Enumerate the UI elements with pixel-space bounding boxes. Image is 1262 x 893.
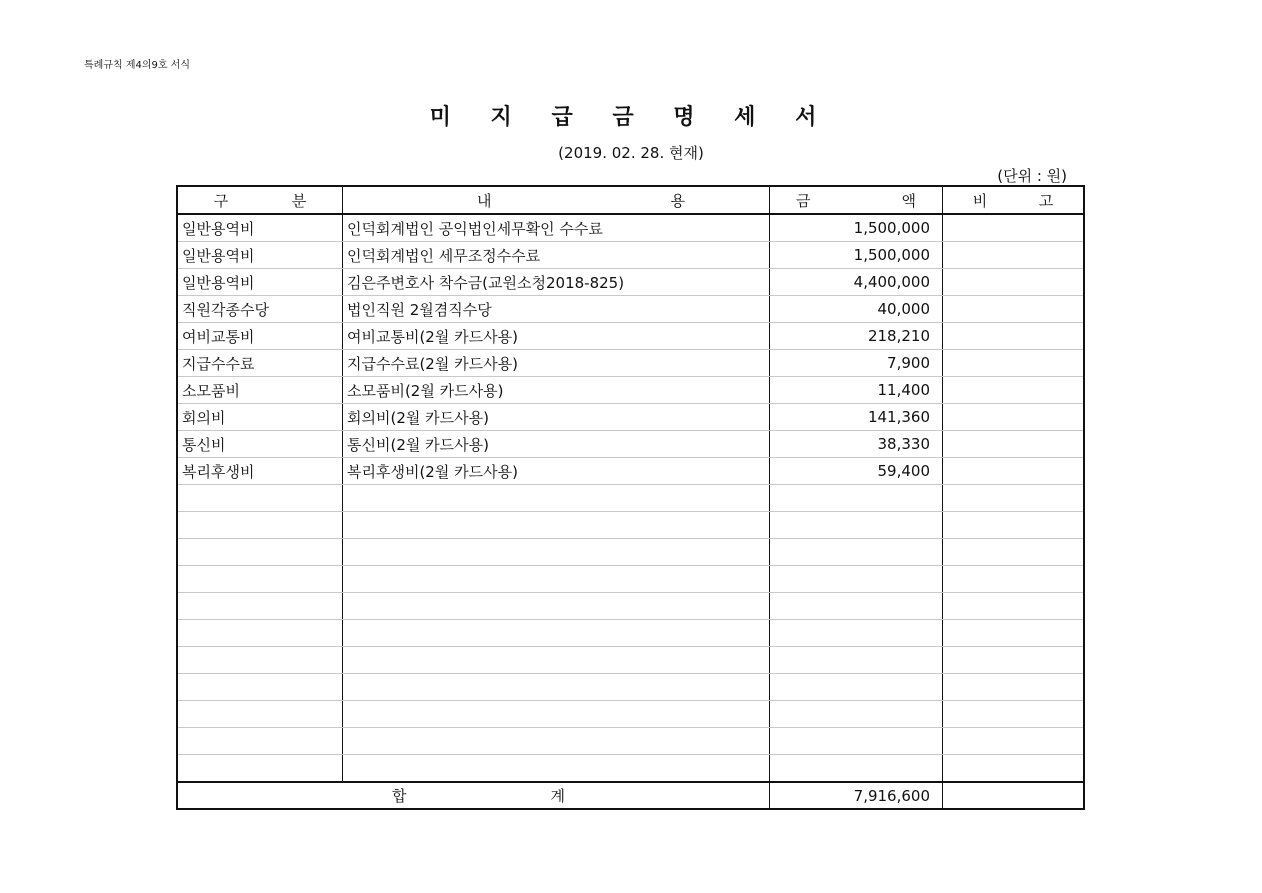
cell-category: 일반용역비 <box>177 242 343 269</box>
cell-amount: 38,330 <box>770 431 943 458</box>
cell-amount: 59,400 <box>770 458 943 485</box>
table-row <box>177 214 1084 242</box>
cell-amount: 1,500,000 <box>770 242 943 269</box>
cell-content: 김은주변호사 착수금(교원소청2018-825) <box>343 269 770 296</box>
cell-category <box>177 485 343 512</box>
empty-row <box>177 512 1084 539</box>
header-amount: 금 액 <box>770 186 943 214</box>
cell-content: 복리후생비(2월 카드사용) <box>343 458 770 485</box>
cell-category: 일반용역비 <box>177 214 343 242</box>
cell-category: 복리후생비 <box>177 458 343 485</box>
cell-content <box>343 728 770 755</box>
total-remarks <box>943 782 1085 809</box>
cell-category: 직원각종수당 <box>177 296 343 323</box>
table-row <box>177 242 1084 269</box>
table-row <box>177 377 1084 404</box>
cell-remarks <box>943 701 1085 728</box>
cell-content <box>343 539 770 566</box>
cell-amount: 11,400 <box>770 377 943 404</box>
cell-category <box>177 593 343 620</box>
cell-amount <box>770 620 943 647</box>
header-content: 내 용 <box>343 186 770 214</box>
cell-amount <box>770 728 943 755</box>
cell-content <box>343 674 770 701</box>
cell-content <box>343 512 770 539</box>
cell-remarks <box>943 458 1085 485</box>
cell-remarks <box>943 512 1085 539</box>
cell-amount: 218,210 <box>770 323 943 350</box>
cell-amount: 40,000 <box>770 296 943 323</box>
cell-content <box>343 485 770 512</box>
cell-content <box>343 593 770 620</box>
cell-remarks <box>943 323 1085 350</box>
table-row <box>177 404 1084 431</box>
cell-amount: 7,900 <box>770 350 943 377</box>
table-body <box>177 214 1084 782</box>
cell-remarks <box>943 674 1085 701</box>
cell-content: 지급수수료(2월 카드사용) <box>343 350 770 377</box>
cell-amount <box>770 566 943 593</box>
table-row <box>177 323 1084 350</box>
empty-row <box>177 647 1084 674</box>
cell-remarks <box>943 350 1085 377</box>
total-row <box>177 782 1084 809</box>
cell-content <box>343 647 770 674</box>
cell-remarks <box>943 214 1085 242</box>
table-row <box>177 458 1084 485</box>
cell-remarks <box>943 242 1085 269</box>
cell-amount: 4,400,000 <box>770 269 943 296</box>
cell-content: 인덕회계법인 공익법인세무확인 수수료 <box>343 214 770 242</box>
empty-row <box>177 566 1084 593</box>
cell-category <box>177 647 343 674</box>
cell-content: 회의비(2월 카드사용) <box>343 404 770 431</box>
cell-remarks <box>943 593 1085 620</box>
cell-category <box>177 728 343 755</box>
empty-row <box>177 701 1084 728</box>
cell-content: 소모품비(2월 카드사용) <box>343 377 770 404</box>
empty-row <box>177 620 1084 647</box>
cell-category <box>177 755 343 783</box>
cell-amount <box>770 593 943 620</box>
cell-content <box>343 755 770 783</box>
total-amount: 7,916,600 <box>770 782 943 809</box>
empty-row <box>177 728 1084 755</box>
empty-row <box>177 674 1084 701</box>
cell-remarks <box>943 269 1085 296</box>
cell-amount <box>770 647 943 674</box>
cell-category <box>177 566 343 593</box>
unpaid-details-table <box>176 185 1085 810</box>
empty-row <box>177 539 1084 566</box>
cell-category <box>177 539 343 566</box>
cell-remarks <box>943 647 1085 674</box>
cell-amount <box>770 539 943 566</box>
total-label: 합 계 <box>177 782 770 809</box>
cell-content: 여비교통비(2월 카드사용) <box>343 323 770 350</box>
table-row <box>177 269 1084 296</box>
table-row <box>177 431 1084 458</box>
header-remarks: 비 고 <box>943 186 1085 214</box>
cell-amount: 141,360 <box>770 404 943 431</box>
cell-content <box>343 620 770 647</box>
cell-amount <box>770 674 943 701</box>
cell-remarks <box>943 566 1085 593</box>
cell-category: 소모품비 <box>177 377 343 404</box>
document-title: 미 지 급 금 명 세 서 <box>429 105 833 130</box>
cell-category: 회의비 <box>177 404 343 431</box>
cell-remarks <box>943 404 1085 431</box>
cell-content <box>343 566 770 593</box>
cell-content <box>343 701 770 728</box>
empty-row <box>177 485 1084 512</box>
cell-category: 지급수수료 <box>177 350 343 377</box>
table-header-row <box>177 186 1084 214</box>
empty-row <box>177 593 1084 620</box>
cell-remarks <box>943 377 1085 404</box>
cell-remarks <box>943 755 1085 783</box>
cell-category <box>177 701 343 728</box>
document-date: (2019. 02. 28. 현재) <box>558 144 704 162</box>
form-number: 특례규칙 제4의9호 서식 <box>84 60 191 71</box>
table-row <box>177 296 1084 323</box>
header-category: 구 분 <box>177 186 343 214</box>
cell-category <box>177 620 343 647</box>
cell-remarks <box>943 485 1085 512</box>
cell-category <box>177 512 343 539</box>
cell-category: 일반용역비 <box>177 269 343 296</box>
cell-remarks <box>943 431 1085 458</box>
cell-content: 법인직원 2월겸직수당 <box>343 296 770 323</box>
cell-content: 인덕회계법인 세무조정수수료 <box>343 242 770 269</box>
cell-remarks <box>943 539 1085 566</box>
empty-row <box>177 755 1084 783</box>
cell-category <box>177 674 343 701</box>
cell-amount: 1,500,000 <box>770 214 943 242</box>
cell-amount <box>770 485 943 512</box>
cell-remarks <box>943 620 1085 647</box>
cell-category: 통신비 <box>177 431 343 458</box>
cell-content: 통신비(2월 카드사용) <box>343 431 770 458</box>
cell-remarks <box>943 296 1085 323</box>
unit-label: (단위 : 원) <box>997 167 1067 185</box>
table-row <box>177 350 1084 377</box>
cell-amount <box>770 512 943 539</box>
cell-category: 여비교통비 <box>177 323 343 350</box>
cell-remarks <box>943 728 1085 755</box>
cell-amount <box>770 755 943 783</box>
cell-amount <box>770 701 943 728</box>
